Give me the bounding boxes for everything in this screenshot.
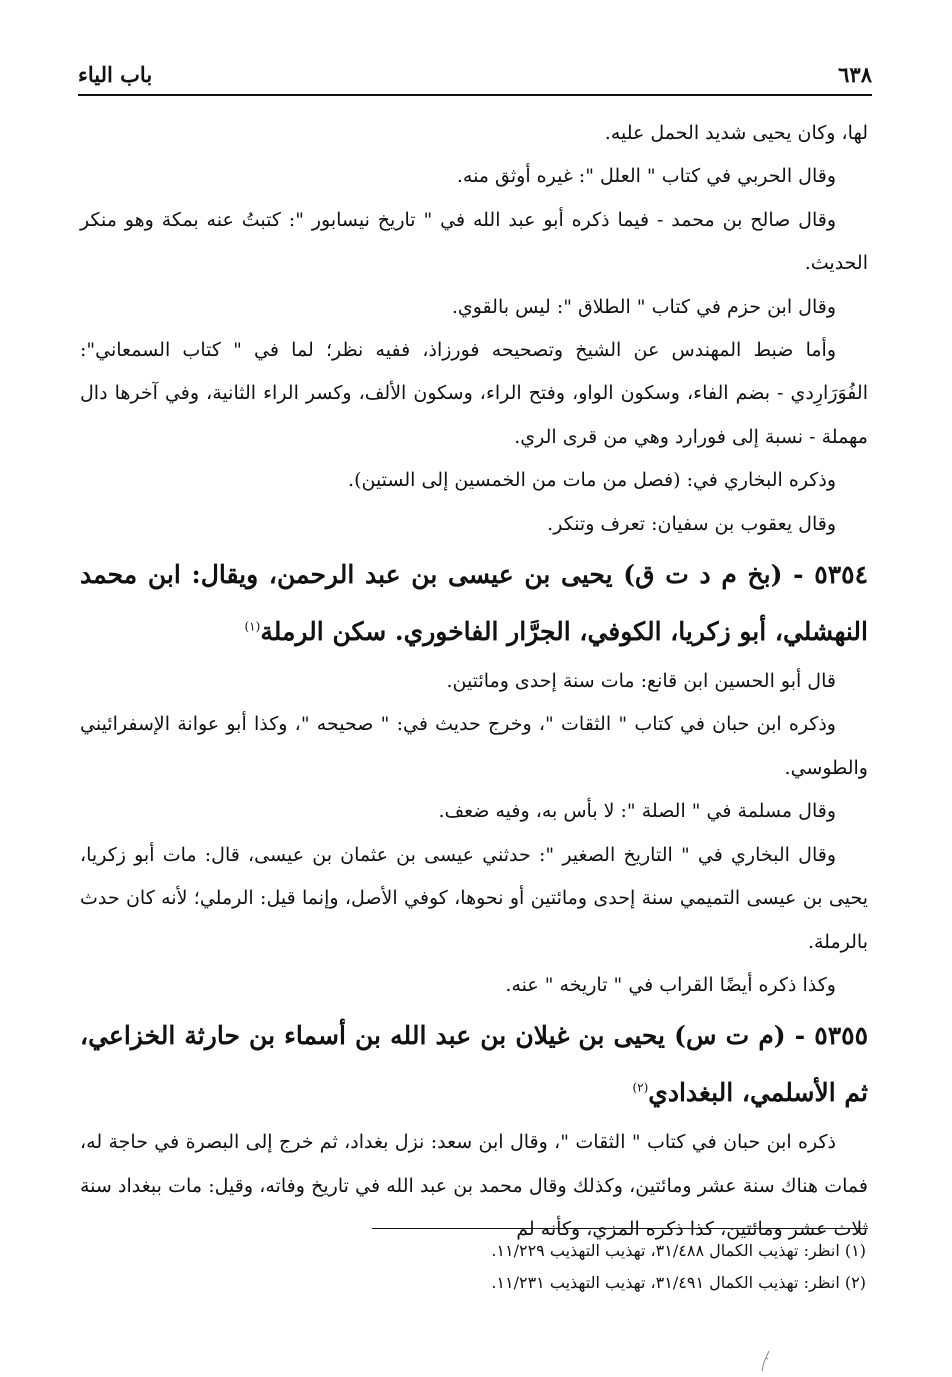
paragraph: وذكره ابن حبان في كتاب " الثقات "، وخرج حديث في: " صحيحه "، وكذا أبو عوانة الإسفرائيني والطوسي. — [80, 713, 868, 779]
paragraph: وقال البخاري في " التاريخ الصغير ": حدثني عيسى بن عثمان بن عيسى، قال: مات أبو زكريا، يحيى بن عيسى التميمي سنة إحدى ومائتين أو نحوها، كوفي الأصل، وإنما قيل: الرملي؛ لأنه كان حدث بالرملة. — [80, 843, 868, 953]
paragraph: لها، وكان يحيى شديد الحمل عليه. — [604, 122, 868, 144]
chapter-title: باب الياء — [78, 61, 153, 87]
footnote-ref[interactable]: (١) — [244, 619, 261, 634]
entry-heading-text: ٥٣٥٤ - (بخ م د ت ق) يحيى بن عيسى بن عبد الرحمن، ويقال: ابن محمد النهشلي، أبو زكريا، الكوفي، الجرَّار الفاخوري. سكن الرملة — [80, 560, 868, 647]
footnote-divider — [372, 1228, 868, 1229]
footnote: (٢) انظر: تهذيب الكمال ٣١/٤٩١، تهذيب التهذيب ١١/٢٣١. — [491, 1273, 866, 1292]
paragraph: وقال صالح بن محمد - فيما ذكره أبو عبد الله في " تاريخ نيسابور ": كتبتُ عنه بمكة وهو منكر الحديث. — [80, 208, 868, 275]
paragraph: وقال ابن حزم في كتاب " الطلاق ": ليس بالقوي. — [451, 295, 836, 318]
header-divider — [78, 94, 872, 96]
paragraph: وقال يعقوب بن سفيان: تعرف وتنكر. — [547, 512, 836, 535]
paragraph: وقال الحربي في كتاب " العلل ": غيره أوثق منه. — [456, 165, 836, 188]
main-text — [80, 112, 868, 1252]
entry-heading-5354 — [80, 546, 868, 660]
page-header — [78, 56, 872, 92]
footnote-ref[interactable]: (٢) — [632, 1080, 649, 1095]
paragraph: وأما ضبط المهندس عن الشيخ وتصحيحه فورزاذ، ففيه نظر؛ لما في " كتاب السمعاني": الفُوَرَارِدي - بضم الفاء، وسكون الواو، وفتح الراء، وسكون الألف، وكسر الراء الثانية، وفي آخرها دال مهملة - نسبة إلى فورارد وهي من قرى الري. — [80, 339, 868, 448]
footnote: (١) انظر: تهذيب الكمال ٣١/٤٨٨، تهذيب التهذيب ١١/٢٢٩. — [491, 1241, 866, 1260]
page-number: ٦٣٨ — [838, 61, 872, 87]
paragraph: وقال مسلمة في " الصلة ": لا بأس به، وفيه ضعف. — [438, 800, 836, 823]
pen-mark-icon — [760, 1350, 772, 1372]
paragraph: وذكره البخاري في: (فصل من مات من الخمسين إلى الستين). — [348, 469, 836, 492]
paragraph: ذكره ابن حبان في كتاب " الثقات "، وقال ابن سعد: نزل بغداد، ثم خرج إلى البصرة في حاجة له، فمات هناك سنة عشر ومائتين، وكذلك وقال محمد بن عبد الله في تاريخ وفاته، وقيل: مات ببغداد سنة ثلاث عشر ومائتين، كذا ذكره المزي، وكأنه لم — [80, 1131, 868, 1241]
entry-heading-5355 — [80, 1007, 868, 1121]
footnotes — [80, 1235, 866, 1299]
paragraph: وكذا ذكره أيضًا القراب في " تاريخه " عنه. — [505, 973, 836, 996]
paragraph: قال أبو الحسين ابن قانع: مات سنة إحدى ومائتين. — [446, 670, 836, 693]
entry-heading-text: ٥٣٥٥ - (م ت س) يحيى بن غيلان بن عبد الله بن أسماء بن حارثة الخزاعي، ثم الأسلمي، البغدادي — [80, 1021, 868, 1108]
